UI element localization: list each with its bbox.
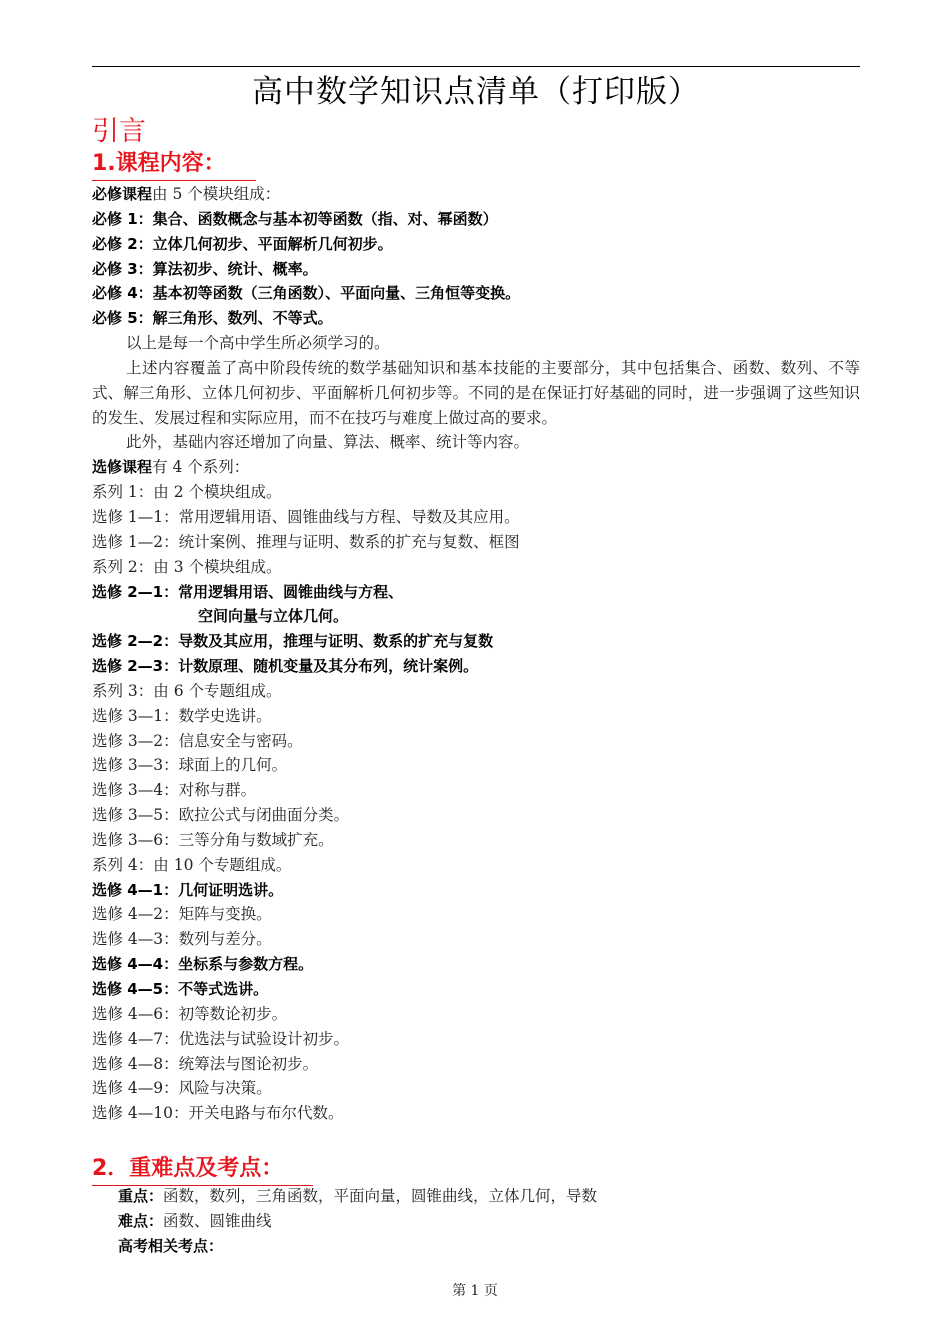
difficult-text: 函数、圆锥曲线 [163,1211,272,1230]
document-title: 高中数学知识点清单（打印版） [252,74,700,110]
elective-4-2: 选修 4—2：矩阵与变换。 [92,905,272,924]
required-paragraph-2: 此外，基础内容还增加了向量、算法、概率、统计等内容。 [126,433,530,452]
section2-heading: 2．重难点及考点： [92,1153,313,1186]
intro-heading: 引言 [92,116,146,147]
elective-4-6: 选修 4—6：初等数论初步。 [92,1004,288,1023]
elective-2-3: 选修 2—3：计数原理、随机变量及其分布列，统计案例。 [92,657,479,676]
elective-3-1: 选修 3—1：数学史选讲。 [92,706,272,725]
elective-3-4: 选修 3—4：对称与群。 [92,781,257,800]
elective-1-1: 选修 1—1：常用逻辑用语、圆锥曲线与方程、导数及其应用。 [92,507,520,526]
section1-heading: 1.课程内容： [92,148,256,181]
required-note: 以上是每一个高中学生所必须学习的。 [126,334,390,353]
focus-label: 重点： [118,1187,164,1205]
elective-4-1: 选修 4—1：几何证明选讲。 [92,880,284,899]
required-module-2: 必修 2：立体几何初步、平面解析几何初步。 [92,234,393,253]
focus-line [118,1184,858,1209]
elective-4-10: 选修 4—10：开关电路与布尔代数。 [92,1104,344,1123]
required-module-3: 必修 3：算法初步、统计、概率。 [92,259,318,278]
required-lead [92,182,860,207]
footer-suffix: 页 [483,1283,498,1299]
page-footer [0,1280,950,1300]
elective-4-8: 选修 4—8：统筹法与图论初步。 [92,1054,319,1073]
section1-body [92,182,860,1126]
required-module-1: 必修 1：集合、函数概念与基本初等函数（指、对、幂函数） [92,209,498,228]
required-module-5: 必修 5：解三角形、数列、不等式。 [92,309,333,328]
exam-label: 高考相关考点： [118,1236,224,1255]
required-module-4: 必修 4：基本初等函数（三角函数）、平面向量、三角恒等变换。 [92,284,521,303]
difficult-line [118,1209,858,1234]
series-1: 系列 1：由 2 个模块组成。 [92,483,282,502]
series-3: 系列 3：由 6 个专题组成。 [92,681,282,700]
elective-2-1-cont: 空间向量与立体几何。 [198,607,349,626]
elective-4-7: 选修 4—7：优选法与试验设计初步。 [92,1029,350,1048]
elective-lead-rest: 有 4 个系列： [152,458,250,477]
elective-1-2: 选修 1—2：统计案例、推理与证明、数系的扩充与复数、框图 [92,532,520,551]
elective-4-9: 选修 4—9：风险与决策。 [92,1079,272,1098]
elective-2-2: 选修 2—2：导数及其应用，推理与证明、数系的扩充与复数 [92,632,494,651]
elective-2-1: 选修 2—1：常用逻辑用语、圆锥曲线与方程、 [92,582,404,601]
elective-3-2: 选修 3—2：信息安全与密码。 [92,731,303,750]
elective-4-3: 选修 4—3：数列与差分。 [92,930,272,949]
elective-4-4: 选修 4—4：坐标系与参数方程。 [92,955,314,974]
required-lead-rest: 由 5 个模块组成： [152,185,281,203]
series-4: 系列 4：由 10 个专题组成。 [92,855,292,874]
required-lead-bold: 必修课程 [92,185,153,203]
focus-text: 函数，数列，三角函数，平面向量，圆锥曲线，立体几何，导数 [163,1187,598,1205]
elective-3-5: 选修 3—5：欧拉公式与闭曲面分类。 [92,806,350,825]
elective-4-5: 选修 4—5：不等式选讲。 [92,980,269,998]
elective-lead [92,455,860,480]
series-2: 系列 2：由 3 个模块组成。 [92,557,282,576]
exam-line [118,1234,858,1259]
elective-lead-bold: 选修课程 [92,458,153,477]
difficult-label: 难点： [118,1211,164,1230]
footer-prefix: 第 [452,1283,467,1299]
page-number: 1 [470,1283,480,1299]
elective-3-6: 选修 3—6：三等分角与数域扩充。 [92,830,334,849]
section2-body [118,1184,858,1259]
header-rule [92,66,860,67]
elective-3-3: 选修 3—3：球面上的几何。 [92,756,288,775]
required-paragraph-1: 上述内容覆盖了高中阶段传统的数学基础知识和基本技能的主要部分，其中包括集合、函数、数列、不等式、解三角形、立体几何初步、平面解析几何初步等。不同的是在保证打好基础的同时，进一步强调了这些知识的发生、发展过程和实际应用，而不在技巧与难度上做过高的要求。 [92,358,860,427]
